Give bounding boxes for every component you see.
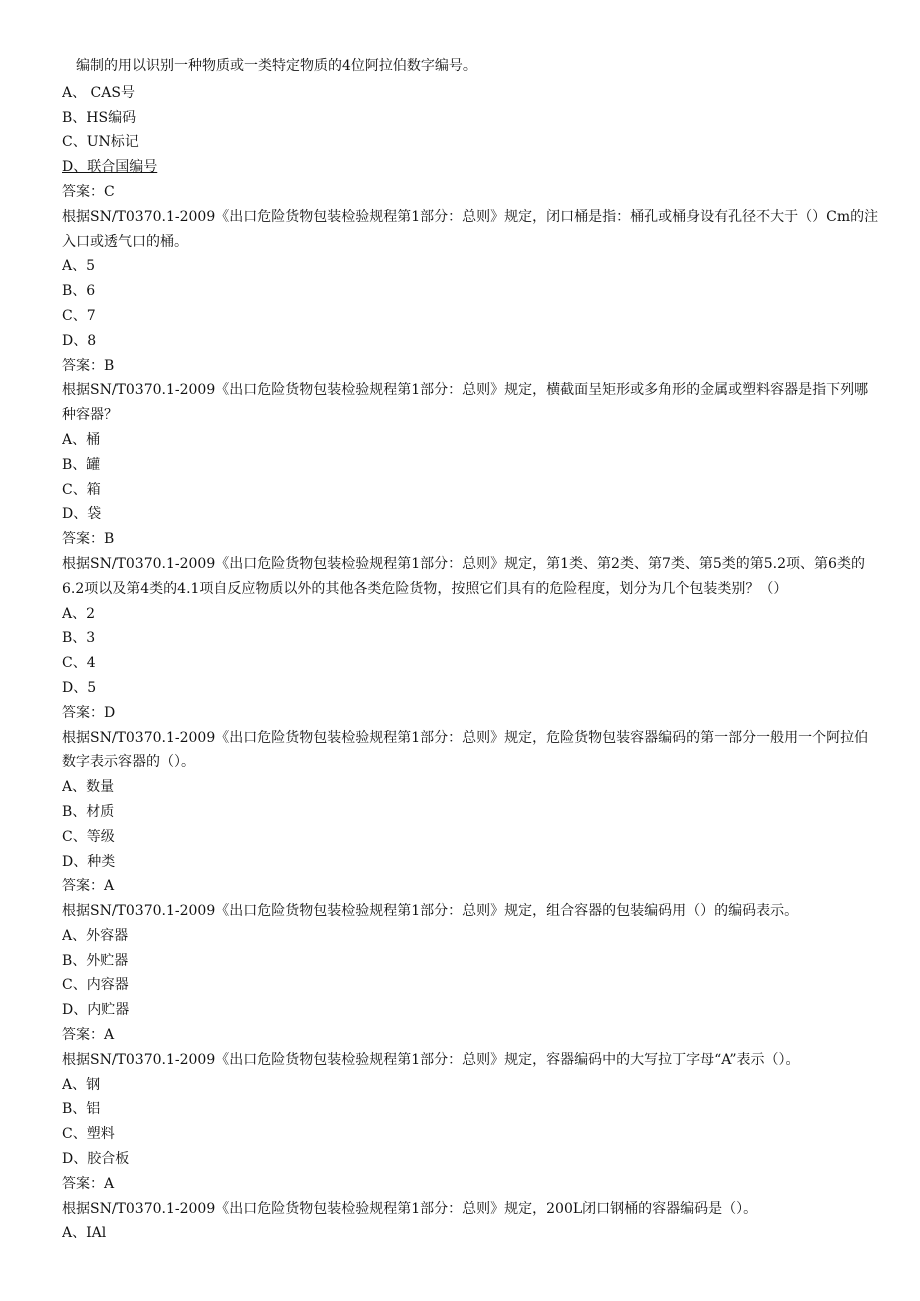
answer: 答案：A	[62, 1027, 115, 1044]
option-c: C、箱	[62, 481, 101, 498]
intro-text: 编制的用以识别一种物质或一类特定物质的4位阿拉伯数字编号。	[76, 58, 477, 74]
answer: 答案：D	[62, 704, 116, 721]
question-text: 根据SN/T0370.1-2009《出口危险货物包装检验规程第1部分：总则》规定，第1类、第2类、第7类、第5类的第5.2项、第6类的6.2项以及第4类的4.1项自反应物质以外的其他各类危险货物，按照它们具有的危险程度，划分为几个包装类别？（）	[62, 555, 865, 597]
option-a: A、桶	[62, 431, 101, 448]
option-c: C、塑料	[62, 1126, 115, 1143]
option-c: C、7	[62, 307, 96, 324]
option-d: D、5	[62, 679, 97, 696]
document-page	[62, 54, 882, 1246]
question-text: 根据SN/T0370.1-2009《出口危险货物包装检验规程第1部分：总则》规定，危险货物包装容器编码的第一部分一般用一个阿拉伯数字表示容器的（）。	[62, 729, 869, 771]
question-text: 根据SN/T0370.1-2009《出口危险货物包装检验规程第1部分：总则》规定，容器编码中的大写拉丁字母“A”表示（）。	[62, 1051, 800, 1068]
option-d: D、胶合板	[62, 1151, 130, 1168]
option-a: A、数量	[62, 779, 115, 796]
option-c: C、4	[62, 655, 96, 672]
option-b: B、铝	[62, 1101, 101, 1118]
option-d: D、联合国编号	[62, 159, 158, 176]
option-d: D、种类	[62, 853, 116, 870]
question-text: 根据SN/T0370.1-2009《出口危险货物包装检验规程第1部分：总则》规定，组合容器的包装编码用（）的编码表示。	[62, 903, 799, 920]
question-block	[62, 81, 882, 205]
option-a: A、IAl	[62, 1225, 107, 1242]
option-b: B、外贮器	[62, 952, 129, 969]
answer: 答案：B	[62, 531, 115, 548]
option-b: B、材质	[62, 803, 115, 820]
answer: 答案：A	[62, 1175, 115, 1192]
option-a: A、2	[62, 605, 96, 622]
option-b: B、HS编码	[62, 109, 137, 126]
option-a: A、钢	[62, 1076, 101, 1093]
option-b: B、6	[62, 283, 96, 300]
question-text: 根据SN/T0370.1-2009《出口危险货物包装检验规程第1部分：总则》规定，横截面呈矩形或多角形的金属或塑料容器是指下列哪种容器？	[62, 382, 869, 424]
question-text: 根据SN/T0370.1-2009《出口危险货物包装检验规程第1部分：总则》规定，闭口桶是指：桶孔或桶身设有孔径不大于（）Cm的注入口或透气口的桶。	[62, 208, 879, 250]
question-block	[62, 899, 882, 1048]
option-b: B、3	[62, 630, 96, 647]
question-text: 根据SN/T0370.1-2009《出口危险货物包装检验规程第1部分：总则》规定，200L闭口钢桶的容器编码是（）。	[62, 1200, 758, 1217]
option-c: C、内容器	[62, 977, 129, 994]
option-c: C、UN标记	[62, 134, 139, 151]
option-c: C、等级	[62, 828, 115, 845]
question-block	[62, 726, 882, 900]
option-a: A、 CAS号	[62, 84, 135, 101]
option-a: A、5	[62, 258, 96, 275]
question-block	[62, 552, 882, 726]
option-d: D、8	[62, 332, 97, 349]
option-d: D、内贮器	[62, 1002, 130, 1019]
option-a: A、外容器	[62, 927, 129, 944]
answer: 答案：B	[62, 357, 115, 374]
question-block	[62, 1197, 882, 1247]
option-d: D、袋	[62, 506, 102, 523]
answer: 答案：A	[62, 878, 115, 895]
answer: 答案：C	[62, 183, 115, 200]
question-block	[62, 1048, 882, 1197]
question-block	[62, 205, 882, 379]
option-b: B、罐	[62, 456, 101, 473]
question-block	[62, 378, 882, 552]
